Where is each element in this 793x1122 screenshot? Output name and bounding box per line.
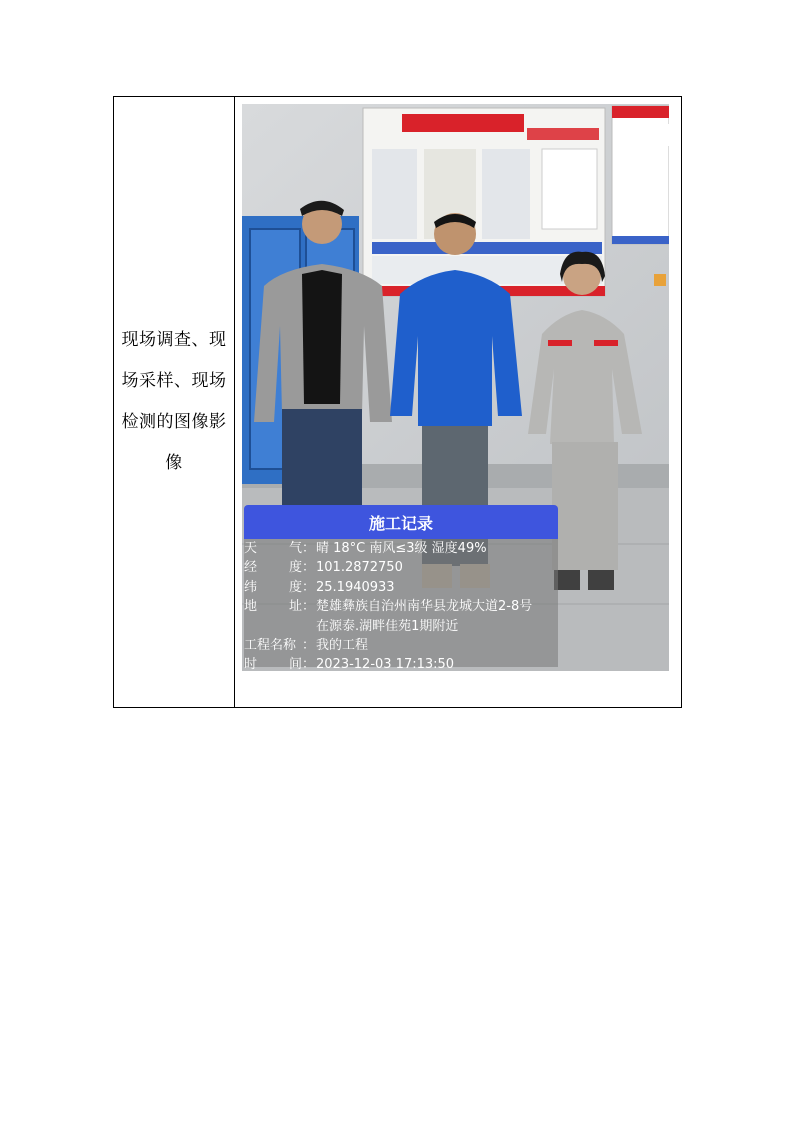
label-cell (114, 97, 234, 707)
watermark-key: 工程名称 (244, 638, 297, 654)
longitude-value: 101.2872750 (316, 560, 403, 576)
watermark-row-weather: 天 气 ： 晴 18°C 南风≤3级 湿度49% (244, 539, 558, 558)
address-value: 楚雄彝族自治州南华县龙城大道2-8号 (316, 599, 533, 615)
latitude-value: 25.1940933 (316, 579, 395, 595)
watermark-row-longitude: 经 度 ： 101.2872750 (244, 558, 558, 577)
watermark-key: 经 度 (244, 560, 302, 576)
watermark-key: 地 址 (244, 599, 302, 615)
watermark-key: 天 气 (244, 541, 302, 556)
watermark-row-project: 工程名称 ： 我的工程 (244, 636, 558, 655)
record-table (113, 96, 682, 708)
watermark-key: 时 间 (244, 657, 302, 671)
watermark-row-address: 地 址 ： 楚雄彝族自治州南华县龙城大道2-8号 (244, 597, 558, 616)
time-value: 2023-12-03 17:13:50 (316, 657, 455, 671)
site-photo (242, 104, 669, 671)
weather-value: 晴 18°C 南风≤3级 湿度49% (316, 541, 487, 556)
watermark-info (244, 539, 558, 671)
row-label: 现场调查、现场采样、现场检测的图像影像 (121, 330, 227, 473)
watermark-row-time: 时 间 ： 2023-12-03 17:13:50 (244, 655, 558, 671)
column-divider (234, 97, 235, 707)
address-continuation: 在源泰.湖畔佳苑1期附近 (316, 618, 459, 634)
watermark-row-latitude: 纬 度 ： 25.1940933 (244, 578, 558, 597)
watermark-key: 纬 度 (244, 579, 302, 595)
watermark-title: 施工记录 (244, 505, 558, 539)
project-value: 我的工程 (316, 638, 369, 654)
